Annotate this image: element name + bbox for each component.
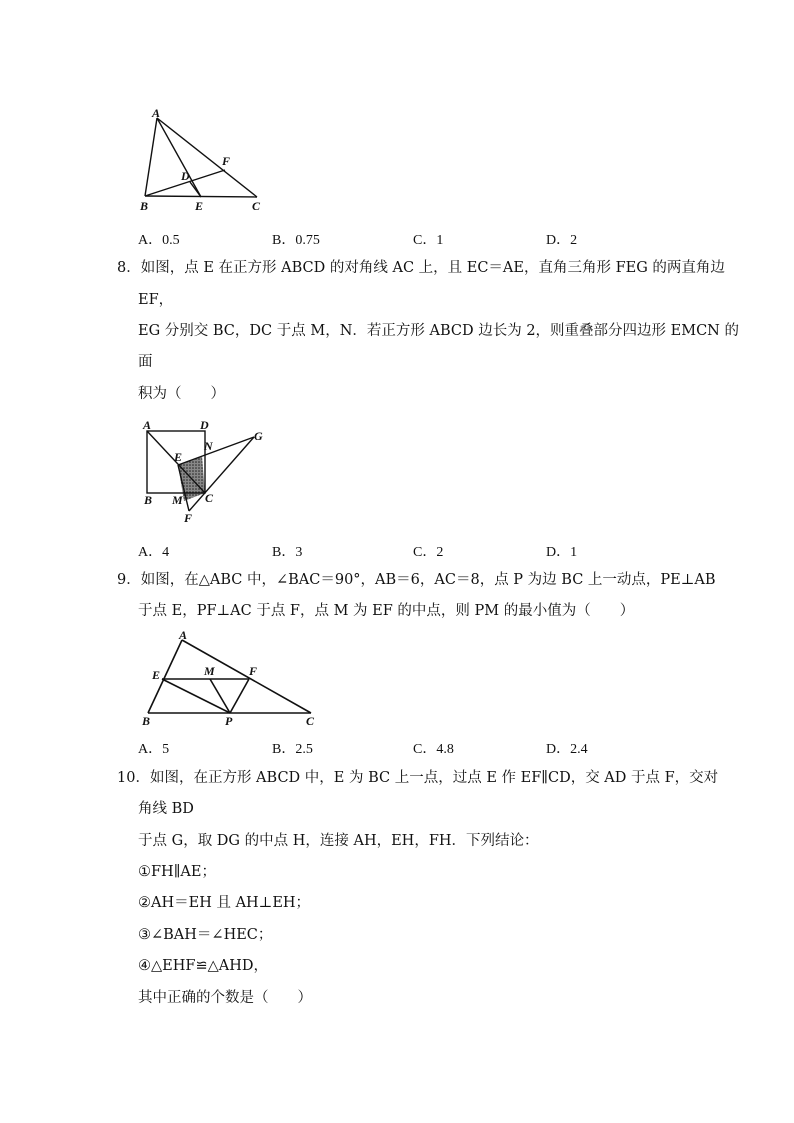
q10-conclusion-2: ②AH＝EH 且 AH⊥EH； bbox=[138, 895, 311, 911]
q9-label-m: M bbox=[204, 664, 215, 678]
q8-option-a[interactable]: A．4 bbox=[138, 545, 170, 560]
q10-stem-line-2: 角线 BD bbox=[138, 801, 194, 817]
q8-option-b[interactable]: B．3 bbox=[272, 545, 303, 560]
q8-stem-line-3: EG 分别交 BC，DC 于点 M，N．若正方形 ABCD 边长为 2，则重叠部分四边形 EMCN 的 bbox=[138, 323, 739, 339]
q8-label-m: M bbox=[172, 493, 183, 507]
q9-options bbox=[0, 738, 794, 758]
q9-label-f: F bbox=[249, 664, 258, 678]
q9-figure bbox=[138, 628, 323, 728]
q8-stem-line-1: 8．如图，点 E 在正方形 ABCD 的对角线 AC 上，且 EC＝AE，直角三角形 FEG 的两直角边 bbox=[117, 260, 725, 276]
q9-option-d[interactable]: D．2.4 bbox=[546, 742, 588, 757]
q8-label-f: F bbox=[184, 511, 193, 524]
q7-figure bbox=[135, 104, 270, 214]
q8-option-d[interactable]: D．1 bbox=[546, 545, 578, 560]
q9-label-c: C bbox=[306, 714, 315, 728]
q8-options bbox=[0, 541, 794, 561]
q8-label-g: G bbox=[254, 429, 263, 443]
q8-figure bbox=[138, 416, 268, 524]
q10-conclusion-3: ③∠BAH＝∠HEC； bbox=[138, 927, 273, 943]
q9-option-a[interactable]: A．5 bbox=[138, 742, 170, 757]
q8-label-a: A bbox=[143, 418, 152, 432]
q10-question: 其中正确的个数是（ ） bbox=[138, 990, 312, 1006]
q10-stem-line-1: 10．如图，在正方形 ABCD 中，E 为 BC 上一点，过点 E 作 EF∥CD，交 AD 于点 F，交对 bbox=[117, 770, 719, 786]
q7-option-d[interactable]: D．2 bbox=[546, 233, 578, 248]
q10-conclusion-4: ④△EHF≌△AHD， bbox=[138, 958, 268, 974]
q8-stem-line-4: 面 bbox=[138, 354, 153, 370]
q7-label-b: B bbox=[140, 199, 149, 213]
q10-conclusion-1: ①FH∥AE； bbox=[138, 864, 216, 880]
q9-option-c[interactable]: C．4.8 bbox=[413, 742, 454, 757]
q9-stem-line-2: 于点 E，PF⊥AC 于点 F，点 M 为 EF 的中点，则 PM 的最小值为（ ） bbox=[138, 603, 635, 619]
q8-stem-line-5: 积为（ ） bbox=[138, 386, 225, 402]
q8-label-d: D bbox=[200, 418, 209, 432]
q7-label-c: C bbox=[252, 199, 261, 213]
q7-label-a: A bbox=[152, 106, 161, 120]
q8-option-c[interactable]: C．2 bbox=[413, 545, 444, 560]
q9-label-a: A bbox=[179, 628, 188, 642]
q7-options bbox=[0, 229, 794, 249]
q9-label-b: B bbox=[142, 714, 151, 728]
q9-option-b[interactable]: B．2.5 bbox=[272, 742, 313, 757]
q7-label-d: D bbox=[181, 169, 190, 183]
q9-label-p: P bbox=[225, 714, 233, 728]
q8-label-n: N bbox=[204, 439, 213, 453]
q9-label-e: E bbox=[152, 668, 161, 682]
q7-option-b[interactable]: B．0.75 bbox=[272, 233, 320, 248]
q8-label-e: E bbox=[174, 450, 183, 464]
q7-label-f: F bbox=[222, 154, 231, 168]
q8-label-c: C bbox=[205, 491, 214, 505]
q8-label-b: B bbox=[144, 493, 153, 507]
q10-stem-line-3: 于点 G，取 DG 的中点 H，连接 AH，EH，FH．下列结论： bbox=[138, 833, 539, 849]
q7-option-c[interactable]: C．1 bbox=[413, 233, 444, 248]
q8-stem-line-2: EF， bbox=[138, 292, 174, 308]
q9-stem-line-1: 9．如图，在△ABC 中，∠BAC＝90°，AB＝6，AC＝8，点 P 为边 BC 上一动点，PE⊥AB bbox=[117, 572, 716, 588]
q7-option-a[interactable]: A．0.5 bbox=[138, 233, 180, 248]
q7-label-e: E bbox=[195, 199, 204, 213]
